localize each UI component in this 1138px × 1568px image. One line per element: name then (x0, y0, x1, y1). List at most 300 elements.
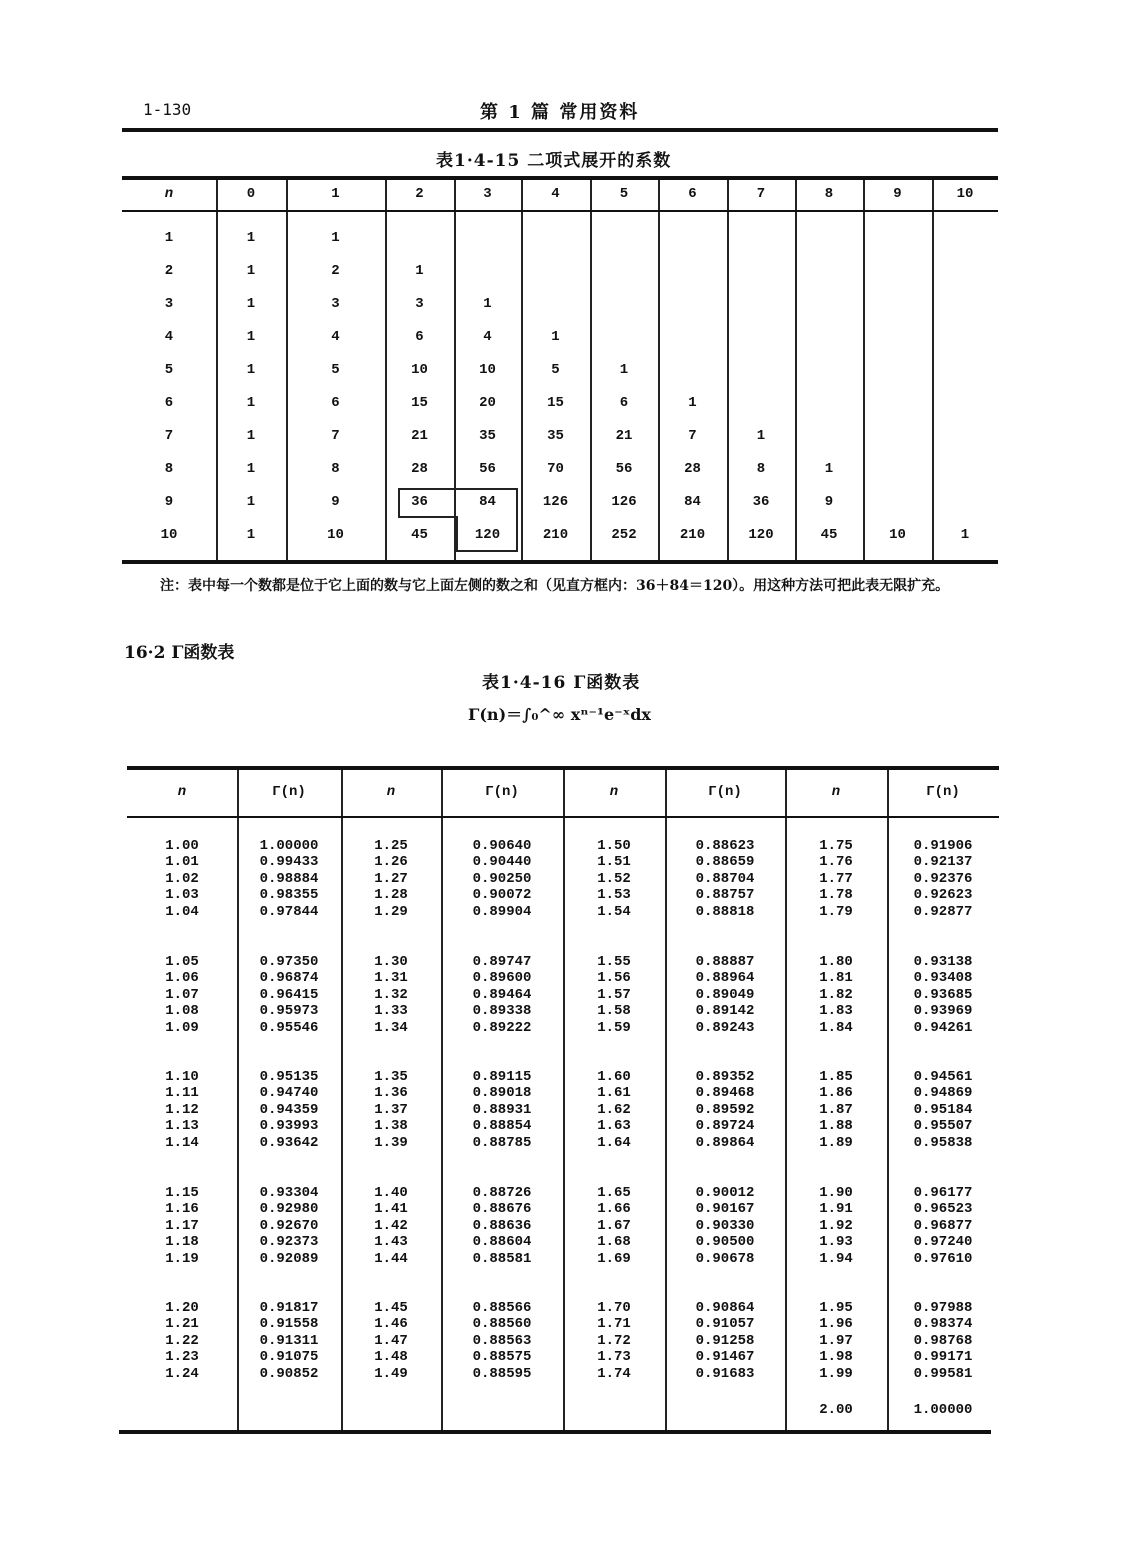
binomial-table-caption: 表1·4-15 二项式展开的系数 (436, 151, 672, 171)
gamma-cell: 1.90 (819, 1185, 853, 1201)
gamma-header-divider (237, 770, 239, 816)
gamma-cell: 1.23 (165, 1349, 199, 1366)
gamma-cell: 0.94359 (259, 1101, 319, 1118)
gamma-header-3: Γ(n) (485, 784, 519, 800)
gamma-cell: 0.93993 (259, 1118, 319, 1135)
gamma-cell: 0.95838 (913, 1134, 973, 1151)
gamma-cell: 1.37 (374, 1101, 408, 1118)
gamma-cell: 0.90500 (695, 1234, 755, 1251)
gamma-cell: 0.92623 (913, 887, 973, 904)
gamma-cell: 1.45 (374, 1300, 408, 1316)
binomial-cell: 3 (415, 296, 424, 312)
gamma-formula: Γ(n)＝∫₀^∞ xⁿ⁻¹e⁻ˣdx (468, 705, 651, 724)
binomial-header-divider (454, 180, 456, 210)
gamma-cell: 1.13 (165, 1118, 199, 1135)
highlight-box-edge (456, 550, 518, 552)
gamma-cell: 0.97844 (259, 903, 319, 920)
gamma-cell: 0.89338 (472, 1003, 532, 1020)
gamma-cell: 1.53 (597, 887, 631, 904)
binomial-cell: 8 (331, 461, 340, 477)
gamma-cell: 1.82 (819, 986, 853, 1003)
gamma-cell: 1.27 (374, 870, 408, 887)
gamma-cell: 1.02 (165, 870, 199, 887)
highlight-box-edge (398, 488, 518, 490)
gamma-cell: 0.89243 (695, 1019, 755, 1036)
gamma-cell: 1.20 (165, 1300, 199, 1316)
gamma-header-divider (441, 770, 443, 816)
gamma-cell: 0.92373 (259, 1234, 319, 1251)
binomial-cell: 210 (679, 527, 706, 543)
gamma-cell: 1.15 (165, 1185, 199, 1201)
gamma-cell: 1.89 (819, 1134, 853, 1151)
binomial-cell: 120 (474, 527, 501, 543)
gamma-cell: 0.88676 (472, 1201, 532, 1218)
binomial-cell: 9 (331, 494, 340, 510)
gamma-cell: 0.95546 (259, 1019, 319, 1036)
gamma-cell: 0.89592 (695, 1101, 755, 1118)
gamma-cell: 0.92670 (259, 1217, 319, 1234)
gamma-final-cell: 1.00000 (913, 1402, 973, 1418)
binomial-cell: 20 (479, 395, 496, 411)
gamma-cell: 1.74 (597, 1365, 631, 1382)
gamma-cell: 1.18 (165, 1234, 199, 1251)
binomial-cell: 1 (246, 461, 256, 477)
page-number: 1-130 (143, 100, 192, 119)
gamma-cell: 1.04 (165, 903, 199, 920)
binomial-cell: 1 (246, 494, 256, 510)
gamma-cell: 1.56 (597, 970, 631, 987)
gamma-cell: 1.61 (597, 1085, 631, 1102)
gamma-cell: 0.98355 (259, 887, 319, 904)
gamma-cell: 1.25 (374, 838, 408, 854)
binomial-cell: 10 (479, 362, 496, 378)
gamma-cell: 1.60 (597, 1069, 631, 1085)
binomial-cell: 1 (824, 461, 834, 477)
gamma-cell: 1.81 (819, 970, 853, 987)
gamma-cell: 0.99171 (913, 1349, 973, 1366)
gamma-cell: 0.88560 (472, 1316, 532, 1333)
binomial-cell: 1 (483, 296, 492, 312)
gamma-cell: 0.95507 (913, 1118, 973, 1135)
gamma-header-divider (785, 770, 787, 816)
gamma-header-5: Γ(n) (708, 784, 742, 800)
gamma-cell: 1.47 (374, 1332, 408, 1349)
gamma-table-caption: 表1·4-16 Γ函数表 (482, 673, 641, 693)
gamma-cell: 0.95135 (259, 1069, 319, 1085)
binomial-cell: 1 (960, 527, 970, 543)
gamma-cell: 1.88 (819, 1118, 853, 1135)
binomial-cell: 126 (611, 494, 637, 510)
gamma-cell: 1.09 (165, 1019, 199, 1036)
gamma-cell: 0.88575 (472, 1349, 532, 1366)
gamma-cell: 1.17 (165, 1217, 199, 1234)
gamma-cell: 1.19 (165, 1250, 199, 1267)
binomial-header-divider (795, 180, 797, 210)
gamma-cell: 0.93969 (913, 1003, 973, 1020)
gamma-cell: 0.92089 (259, 1250, 319, 1267)
gamma-cell: 1.03 (165, 887, 199, 904)
gamma-cell: 0.88581 (472, 1250, 532, 1267)
binomial-cell: 15 (547, 395, 564, 411)
gamma-cell: 1.70 (597, 1300, 631, 1316)
gamma-cell: 1.64 (597, 1134, 631, 1151)
binomial-column-divider (863, 212, 865, 560)
gamma-cell: 1.54 (597, 903, 631, 920)
binomial-cell: 9 (824, 494, 834, 510)
binomial-cell: 84 (684, 494, 701, 510)
gamma-cell: 0.94869 (913, 1085, 973, 1102)
gamma-body (127, 818, 999, 1430)
binomial-cell: 1 (331, 230, 340, 246)
gamma-cell: 0.91057 (695, 1316, 755, 1333)
binomial-header-divider (385, 180, 387, 210)
gamma-cell: 1.10 (165, 1069, 199, 1085)
gamma-cell: 0.89352 (695, 1069, 755, 1085)
gamma-cell: 0.98884 (259, 870, 319, 887)
binomial-header-8: 7 (756, 186, 766, 202)
gamma-cell: 1.57 (597, 986, 631, 1003)
gamma-cell: 0.88818 (695, 903, 755, 920)
gamma-cell: 1.16 (165, 1201, 199, 1218)
gamma-cell: 1.77 (819, 870, 853, 887)
gamma-cell: 0.88636 (472, 1217, 532, 1234)
gamma-cell: 0.93304 (259, 1185, 319, 1201)
gamma-cell: 1.87 (819, 1101, 853, 1118)
binomial-cell: 1 (415, 263, 424, 279)
gamma-cell: 1.98 (819, 1349, 853, 1366)
binomial-cell: 35 (547, 428, 564, 444)
binomial-cell: 36 (752, 494, 770, 510)
gamma-cell: 0.88659 (695, 854, 755, 871)
binomial-cell: 1 (164, 230, 174, 246)
gamma-cell: 1.29 (374, 903, 408, 920)
binomial-cell: 56 (615, 461, 633, 477)
binomial-cell: 252 (611, 527, 637, 543)
binomial-cell: 210 (542, 527, 569, 543)
gamma-cell: 0.91906 (913, 838, 973, 854)
gamma-cell: 1.94 (819, 1250, 853, 1267)
gamma-cell: 0.97350 (259, 954, 319, 970)
binomial-cell: 9 (164, 494, 174, 510)
gamma-header-row (127, 770, 999, 816)
gamma-cell: 1.95 (819, 1300, 853, 1316)
binomial-cell: 28 (411, 461, 428, 477)
binomial-cell: 5 (164, 362, 174, 378)
gamma-cell: 1.48 (374, 1349, 408, 1366)
binomial-header-row (122, 180, 998, 210)
binomial-cell: 4 (483, 329, 492, 345)
binomial-cell: 28 (684, 461, 701, 477)
binomial-cell: 1 (246, 263, 256, 279)
binomial-cell: 15 (411, 395, 428, 411)
gamma-cell: 0.93642 (259, 1134, 319, 1151)
gamma-cell: 1.52 (597, 870, 631, 887)
gamma-cell: 0.88854 (472, 1118, 532, 1135)
binomial-header-5: 4 (551, 186, 560, 202)
binomial-header-divider (216, 180, 218, 210)
gamma-cell: 0.92376 (913, 870, 973, 887)
gamma-cell: 0.90250 (472, 870, 532, 887)
gamma-cell: 1.42 (374, 1217, 408, 1234)
gamma-cell: 1.11 (165, 1085, 199, 1102)
binomial-header-divider (658, 180, 660, 210)
binomial-cell: 2 (164, 263, 174, 279)
gamma-cell: 1.85 (819, 1069, 853, 1085)
gamma-cell: 0.89904 (472, 903, 532, 920)
gamma-cell: 1.01 (165, 854, 199, 871)
gamma-cell: 1.69 (597, 1250, 631, 1267)
binomial-cell: 6 (164, 395, 174, 411)
binomial-cell: 6 (619, 395, 629, 411)
gamma-cell: 0.90864 (695, 1300, 755, 1316)
binomial-cell: 7 (331, 428, 340, 444)
gamma-cell: 1.68 (597, 1234, 631, 1251)
gamma-cell: 0.97988 (913, 1300, 973, 1316)
binomial-header-0: n (164, 186, 174, 202)
gamma-cell: 1.93 (819, 1234, 853, 1251)
gamma-cell: 0.89142 (695, 1003, 755, 1020)
gamma-cell: 1.35 (374, 1069, 408, 1085)
gamma-cell: 1.46 (374, 1316, 408, 1333)
binomial-header-1: 0 (246, 186, 256, 202)
gamma-cell: 1.00 (165, 838, 199, 854)
gamma-cell: 0.88604 (472, 1234, 532, 1251)
gamma-cell: 0.93685 (913, 986, 973, 1003)
gamma-header-2: n (386, 784, 396, 800)
gamma-cell: 1.49 (374, 1365, 408, 1382)
binomial-cell: 84 (479, 494, 496, 510)
gamma-cell: 0.91467 (695, 1349, 755, 1366)
binomial-cell: 7 (688, 428, 697, 444)
gamma-cell: 0.90678 (695, 1250, 755, 1267)
binomial-header-3: 2 (415, 186, 424, 202)
gamma-cell: 0.91075 (259, 1349, 319, 1366)
gamma-header-7: Γ(n) (926, 784, 960, 800)
gamma-cell: 1.34 (374, 1019, 408, 1036)
gamma-cell: 0.90012 (695, 1185, 755, 1201)
gamma-cell: 0.90072 (472, 887, 532, 904)
gamma-cell: 1.41 (374, 1201, 408, 1218)
binomial-cell: 6 (331, 395, 340, 411)
gamma-cell: 1.05 (165, 954, 199, 970)
binomial-cell: 3 (164, 296, 174, 312)
gamma-cell: 1.39 (374, 1134, 408, 1151)
highlight-box-edge (398, 516, 458, 518)
gamma-cell: 0.97240 (913, 1234, 973, 1251)
gamma-cell: 1.30 (374, 954, 408, 970)
gamma-cell: 0.89864 (695, 1134, 755, 1151)
binomial-cell: 8 (756, 461, 766, 477)
binomial-cell: 6 (415, 329, 424, 345)
gamma-cell: 0.92980 (259, 1201, 319, 1218)
gamma-cell: 0.94561 (913, 1069, 973, 1085)
gamma-cell: 0.95184 (913, 1101, 973, 1118)
gamma-cell: 1.06 (165, 970, 199, 987)
binomial-header-7: 6 (688, 186, 697, 202)
gamma-cell: 1.44 (374, 1250, 408, 1267)
gamma-header-4: n (609, 784, 619, 800)
gamma-cell: 1.63 (597, 1118, 631, 1135)
binomial-header-divider (286, 180, 288, 210)
gamma-cell: 1.50 (597, 838, 631, 854)
gamma-cell: 1.80 (819, 954, 853, 970)
binomial-cell: 4 (164, 329, 174, 345)
binomial-cell: 1 (246, 362, 256, 378)
binomial-cell: 10 (411, 362, 428, 378)
gamma-cell: 1.72 (597, 1332, 631, 1349)
gamma-cell: 0.88785 (472, 1134, 532, 1151)
highlight-box-edge (456, 516, 458, 552)
gamma-cell: 0.88757 (695, 887, 755, 904)
gamma-cell: 0.88887 (695, 954, 755, 970)
gamma-header-1: Γ(n) (272, 784, 306, 800)
gamma-final-cell: 2.00 (819, 1402, 853, 1418)
highlight-box-edge (398, 488, 400, 518)
gamma-cell: 0.96874 (259, 970, 319, 987)
gamma-cell: 0.89115 (472, 1069, 532, 1085)
gamma-cell: 1.78 (819, 887, 853, 904)
gamma-cell: 1.00000 (259, 838, 319, 854)
gamma-cell: 0.96877 (913, 1217, 973, 1234)
binomial-cell: 2 (331, 263, 340, 279)
gamma-cell: 0.95973 (259, 1003, 319, 1020)
gamma-cell: 1.43 (374, 1234, 408, 1251)
gamma-cell: 0.88595 (472, 1365, 532, 1382)
binomial-header-divider (521, 180, 523, 210)
binomial-cell: 5 (331, 362, 340, 378)
binomial-header-9: 8 (824, 186, 834, 202)
gamma-header-divider (887, 770, 889, 816)
gamma-cell: 1.67 (597, 1217, 631, 1234)
gamma-cell: 0.90852 (259, 1365, 319, 1382)
highlight-box-edge (516, 488, 518, 552)
gamma-cell: 0.99581 (913, 1365, 973, 1382)
binomial-header-10: 9 (893, 186, 902, 202)
gamma-cell: 1.32 (374, 986, 408, 1003)
binomial-cell: 1 (619, 362, 629, 378)
binomial-header-4: 3 (483, 186, 492, 202)
gamma-cell: 0.96415 (259, 986, 319, 1003)
binomial-cell: 10 (889, 527, 906, 543)
gamma-cell: 0.89724 (695, 1118, 755, 1135)
gamma-cell: 1.84 (819, 1019, 853, 1036)
gamma-cell: 0.92137 (913, 854, 973, 871)
gamma-cell: 1.08 (165, 1003, 199, 1020)
binomial-cell: 1 (551, 329, 560, 345)
gamma-cell: 1.14 (165, 1134, 199, 1151)
gamma-cell: 1.66 (597, 1201, 631, 1218)
gamma-cell: 0.88623 (695, 838, 755, 854)
binomial-header-6: 5 (619, 186, 629, 202)
binomial-column-divider (932, 212, 934, 560)
gamma-cell: 1.51 (597, 854, 631, 871)
binomial-cell: 70 (547, 461, 564, 477)
gamma-cell: 0.99433 (259, 854, 319, 871)
gamma-cell: 1.96 (819, 1316, 853, 1333)
gamma-cell: 1.91 (819, 1201, 853, 1218)
header-rule (122, 128, 998, 132)
gamma-cell: 1.36 (374, 1085, 408, 1102)
gamma-cell: 1.92 (819, 1217, 853, 1234)
page-header-title: 第 1 篇 常用资料 (480, 102, 640, 123)
gamma-cell: 1.22 (165, 1332, 199, 1349)
gamma-cell: 1.83 (819, 1003, 853, 1020)
gamma-cell: 1.76 (819, 854, 853, 871)
binomial-cell: 120 (748, 527, 774, 543)
binomial-cell: 4 (331, 329, 340, 345)
gamma-cell: 0.97610 (913, 1250, 973, 1267)
gamma-cell: 0.90440 (472, 854, 532, 871)
gamma-cell: 0.89049 (695, 986, 755, 1003)
binomial-cell: 5 (551, 362, 560, 378)
gamma-cell: 0.88931 (472, 1101, 532, 1118)
gamma-cell: 0.90640 (472, 838, 532, 854)
gamma-cell: 1.12 (165, 1101, 199, 1118)
gamma-cell: 1.99 (819, 1365, 853, 1382)
binomial-cell: 1 (246, 527, 256, 543)
gamma-header-divider (341, 770, 343, 816)
gamma-cell: 0.88563 (472, 1332, 532, 1349)
binomial-header-divider (932, 180, 934, 210)
binomial-cell: 35 (479, 428, 496, 444)
binomial-cell: 10 (327, 527, 344, 543)
binomial-body (122, 212, 998, 562)
gamma-cell: 0.93138 (913, 954, 973, 970)
gamma-cell: 0.93408 (913, 970, 973, 987)
binomial-note: 注：表中每一个数都是位于它上面的数与它上面左侧的数之和（见直方框内：36＋84＝120）。用这种方法可把此表无限扩充。 (160, 578, 950, 594)
gamma-cell: 1.28 (374, 887, 408, 904)
gamma-header-0: n (177, 784, 187, 800)
gamma-cell: 1.26 (374, 854, 408, 871)
binomial-cell: 21 (615, 428, 633, 444)
gamma-cell: 0.94261 (913, 1019, 973, 1036)
gamma-cell: 1.73 (597, 1349, 631, 1366)
binomial-cell: 1 (246, 395, 256, 411)
gamma-cell: 1.55 (597, 954, 631, 970)
binomial-header-divider (590, 180, 592, 210)
gamma-cell: 1.59 (597, 1019, 631, 1036)
gamma-cell: 0.89600 (472, 970, 532, 987)
binomial-cell: 7 (164, 428, 174, 444)
binomial-cell: 45 (820, 527, 838, 543)
gamma-cell: 1.71 (597, 1316, 631, 1333)
gamma-cell: 0.88566 (472, 1300, 532, 1316)
gamma-cell: 0.89018 (472, 1085, 532, 1102)
gamma-cell: 1.07 (165, 986, 199, 1003)
binomial-bottom-rule (122, 560, 998, 564)
gamma-cell: 0.91311 (259, 1332, 319, 1349)
gamma-cell: 1.21 (165, 1316, 199, 1333)
gamma-cell: 1.62 (597, 1101, 631, 1118)
gamma-cell: 1.24 (165, 1365, 199, 1382)
section-title: 16·2 Γ函数表 (124, 643, 235, 663)
gamma-cell: 0.98374 (913, 1316, 973, 1333)
gamma-bottom-rule (119, 1430, 991, 1434)
gamma-cell: 1.86 (819, 1085, 853, 1102)
binomial-cell: 56 (479, 461, 496, 477)
gamma-header-divider (665, 770, 667, 816)
binomial-header-divider (727, 180, 729, 210)
gamma-cell: 0.91558 (259, 1316, 319, 1333)
binomial-cell: 1 (246, 428, 256, 444)
binomial-cell: 1 (246, 230, 256, 246)
gamma-cell: 0.88726 (472, 1185, 532, 1201)
binomial-header-11: 10 (956, 186, 974, 202)
gamma-cell: 0.89747 (472, 954, 532, 970)
binomial-cell: 126 (542, 494, 569, 510)
gamma-cell: 1.79 (819, 903, 853, 920)
gamma-header-divider (563, 770, 565, 816)
